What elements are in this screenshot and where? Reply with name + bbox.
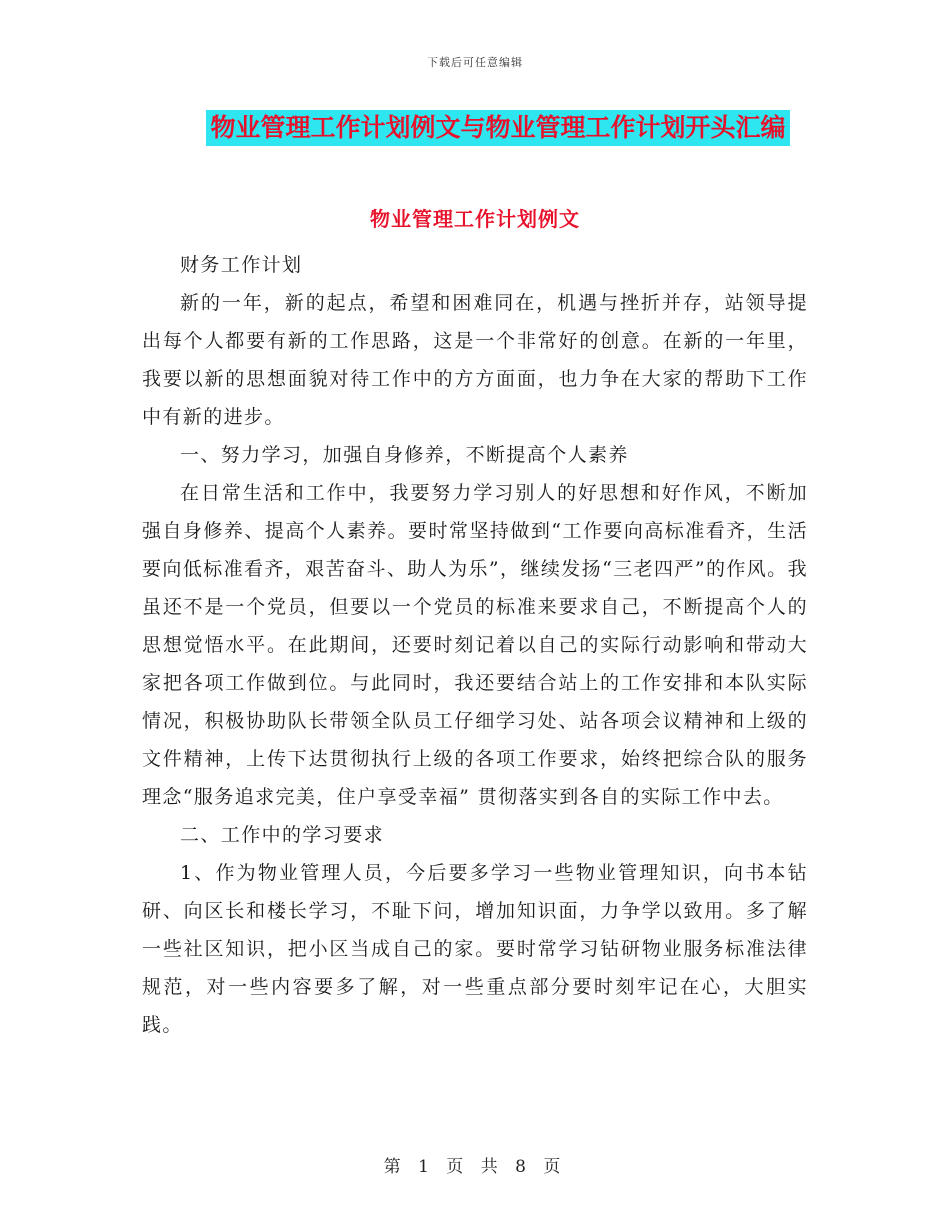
document-title: 物业管理工作计划例文与物业管理工作计划开头汇编	[206, 110, 789, 146]
paragraph: 在日常生活和工作中，我要努力学习别人的好思想和好作风，不断加强自身修养、提高个人素养。要时常坚持做到“工作要向高标准看齐，生活要向低标准看齐，艰苦奋斗、助人为乐”，继续发扬“三老四严”的作风。我虽还不是一个党员，但要以一个党员的标准来要求自己，不断提高个人的思想觉悟水平。在此期间，还要时刻记着以自己的实际行动影响和带动大家把各项工作做到位。与此同时，我还要结合站上的工作安排和本队实际情况，积极协助队长带领全队员工仔细学习处、站各项会议精神和上级的文件精神，上传下达贯彻执行上级的各项工作要求，始终把综合队的服务理念“服务追求完美，住户享受幸福” 贯彻落实到各自的实际工作中去。	[142, 482, 808, 808]
paragraph: 财务工作计划	[180, 254, 303, 276]
section-title: 物业管理工作计划例文	[370, 207, 580, 231]
header-note: 下载后可任意编辑	[427, 56, 523, 69]
paragraph: 一、努力学习，加强自身修养，不断提高个人素养	[180, 444, 629, 466]
document-title-wrap	[0, 110, 950, 146]
body-text	[142, 246, 808, 1044]
paragraph: 二、工作中的学习要求	[180, 824, 385, 846]
page-footer: 第 1 页 共 8 页	[383, 1157, 567, 1177]
paragraph: 新的一年，新的起点，希望和困难同在，机遇与挫折并存，站领导提出每个人都要有新的工作思路，这是一个非常好的创意。在新的一年里，我要以新的思想面貌对待工作中的方方面面，也力争在大家的帮助下工作中有新的进步。	[142, 292, 808, 428]
paragraph: 1、作为物业管理人员，今后要多学习一些物业管理知识，向书本钻研、向区长和楼长学习，不耻下问，增加知识面，力争学以致用。多了解一些社区知识，把小区当成自己的家。要时常学习钻研物业服务标准法律规范，对一些内容要多了解，对一些重点部分要时刻牢记在心，大胆实践。	[142, 862, 808, 1036]
